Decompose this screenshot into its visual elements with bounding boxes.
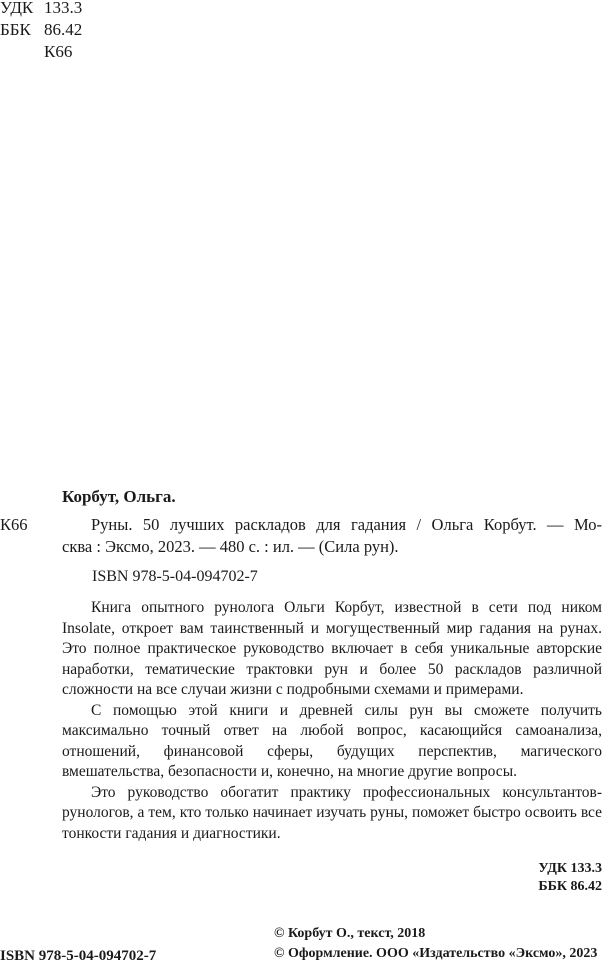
title-line-2: сква : Эксмо, 2023. — 480 с. : ил. — (Сила рун). <box>62 537 399 556</box>
isbn-footer: ISBN 978-5-04-094702-7 <box>0 948 157 964</box>
annotation <box>62 598 602 844</box>
isbn-record: ISBN 978-5-04-094702-7 <box>92 568 258 585</box>
author-code: К66 <box>0 515 28 534</box>
bbk-label: ББК <box>0 20 31 39</box>
udk-value: 133.3 <box>44 0 83 17</box>
author-heading: Корбут, Ольга. <box>62 487 176 506</box>
bbk-line <box>0 19 82 41</box>
annotation-paragraph: С помощью этой книги и древней силы рун вы сможете получить максимально точный ответ на любой вопрос, касающийся самоанализа, отношений, финансовой сферы, будущих перспектив, магического вмешательства, безопасности и, конечно, на многие другие вопросы. <box>62 701 602 780</box>
copyright-block <box>274 924 597 964</box>
annotation-paragraph: Книга опытного рунолога Ольги Корбут, известной в сети под ником Insolate, откроет вам таинственный и могущественный мир гадания на рунах. Это полное практическое руководство включает в себя уникальные авторские наработки, тематические трактовки рун и более 50 раскладов различной сложности на все случаи жизни с подробными схемами и примерами. <box>62 599 602 698</box>
udk-label: УДК <box>0 0 34 17</box>
title-line-1: Руны. 50 лучших раскладов для гадания / Ольга Корбут. — Мо- <box>91 515 602 534</box>
bbk-bottom: ББК 86.42 <box>538 879 602 894</box>
title-record <box>62 514 602 558</box>
bbk-value: 86.42 <box>44 20 83 39</box>
annotation-paragraph: Это руководство обогатит практику профессиональных консультантов-рунологов, а тем, кто только начинает изучать руны, поможет быстро освоить все тонкости гадания и диагностики. <box>62 783 602 842</box>
copyright-design: © Оформление. ООО «Издательство «Эксмо», 2023 <box>274 946 598 961</box>
author-mark: К66 <box>44 42 73 61</box>
udk-bottom: УДК 133.3 <box>538 861 602 876</box>
udk-line <box>0 0 82 19</box>
copyright-text: © Корбут О., текст, 2018 <box>274 926 426 941</box>
